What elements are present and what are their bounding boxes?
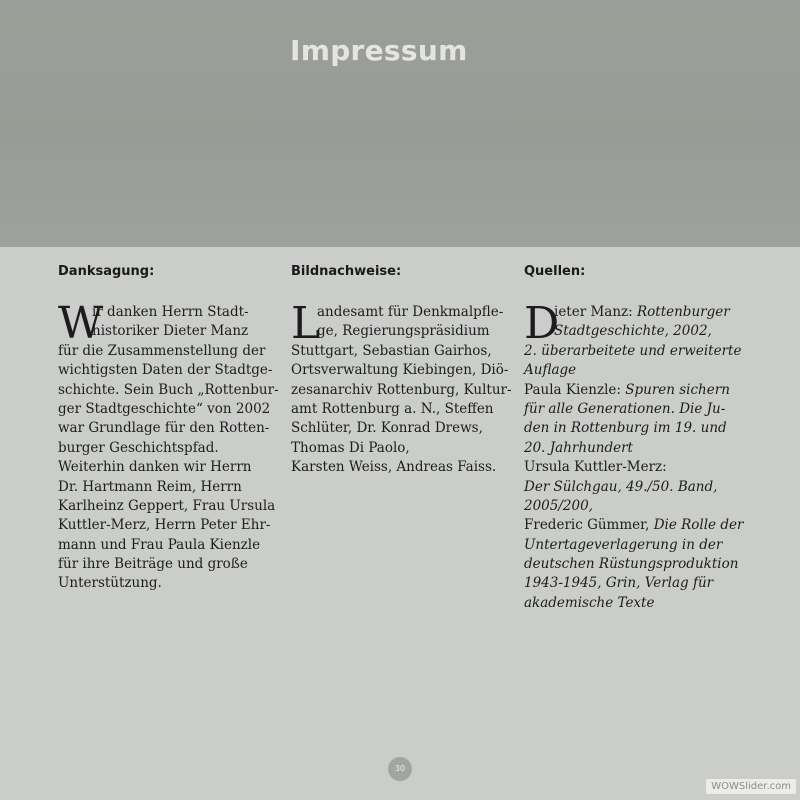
text-line: ge, Regierungspräsidium: [317, 323, 490, 340]
bildnachweise-heading: Bildnachweise:: [291, 264, 402, 279]
quellen-text: [524, 298, 749, 613]
text-line: Auflage: [524, 362, 577, 379]
header-banner: [0, 0, 800, 247]
quellen-heading: Quellen:: [524, 264, 586, 279]
text-line: Kuttler-Merz, Herrn Peter Ehr-: [58, 517, 271, 534]
text-line: akademische Texte: [524, 594, 655, 611]
text-line: für alle Generationen. Die Ju-: [524, 400, 726, 417]
text-line: Schlüter, Dr. Konrad Drews,: [291, 420, 483, 437]
text-line: Thomas Di Paolo,: [291, 439, 410, 456]
bildnachweise-text: [291, 298, 516, 478]
drop-cap: D: [524, 298, 560, 349]
text-line: 2. überarbeitete und erweiterte: [524, 342, 742, 359]
text-line: Karlheinz Geppert, Frau Ursula: [58, 497, 276, 514]
text-line: Weiterhin danken wir Herrn: [58, 459, 252, 476]
text-line: Stadtgeschichte, 2002,: [554, 323, 712, 340]
danksagung-text: [58, 298, 283, 594]
bildnachweise-column: [291, 264, 516, 478]
drop-cap: L: [291, 298, 321, 349]
text-line: deutschen Rüstungsproduktion: [524, 556, 739, 573]
danksagung-column: [58, 264, 283, 594]
quellen-column: [524, 264, 749, 613]
page-number-badge: 30: [388, 757, 412, 781]
bildnachweise-intro: [291, 298, 516, 349]
drop-cap: W: [58, 298, 104, 349]
danksagung-heading: Danksagung:: [58, 264, 155, 279]
text-line: Frederic Gümmer, Die Rolle der: [524, 517, 744, 534]
text-line: Untertageverlagerung in der: [524, 536, 723, 553]
text-line: amt Rottenburg a. N., Steffen: [291, 400, 494, 417]
text-line: 1943-1945, Grin, Verlag für: [524, 575, 714, 592]
text-line: mann und Frau Paula Kienzle: [58, 536, 261, 553]
text-line: ieter Manz: Rottenburger: [554, 304, 730, 320]
text-line: historiker Dieter Manz: [92, 323, 249, 340]
quellen-intro: [524, 298, 749, 349]
text-line: 2005/200,: [524, 497, 593, 514]
text-line: Paula Kienzle: Spuren sichern: [524, 381, 730, 398]
text-line: wichtigsten Daten der Stadtge-: [58, 362, 273, 379]
text-line: schichte. Sein Buch „Rottenbur-: [58, 381, 279, 398]
text-line: für die Zusammenstellung der: [58, 342, 266, 359]
text-line: ger Stadtgeschichte“ von 2002: [58, 400, 271, 417]
text-line: Ursula Kuttler-Merz:: [524, 459, 667, 476]
watermark-link[interactable]: WOWSlider.com: [706, 779, 796, 794]
text-line: Ortsverwaltung Kiebingen, Diö-: [291, 362, 509, 379]
text-line: Der Sülchgau, 49./50. Band,: [524, 478, 718, 495]
text-line: Unterstützung.: [58, 575, 162, 592]
text-line: 20. Jahrhundert: [524, 439, 633, 456]
text-line: Dr. Hartmann Reim, Herrn: [58, 478, 242, 495]
danksagung-intro: [58, 298, 283, 349]
text-line: ir danken Herrn Stadt-: [92, 304, 249, 320]
text-line: war Grundlage für den Rotten-: [58, 420, 270, 437]
text-line: zesanarchiv Rottenburg, Kultur-: [291, 381, 512, 398]
text-line: Karsten Weiss, Andreas Faiss.: [291, 459, 497, 476]
text-line: andesamt für Denkmalpfle-: [317, 304, 504, 320]
text-line: Stuttgart, Sebastian Gairhos,: [291, 342, 492, 359]
text-line: burger Geschichtspfad.: [58, 439, 219, 456]
page-title: Impressum: [290, 34, 468, 67]
text-line: für ihre Beiträge und große: [58, 556, 248, 573]
text-line: den in Rottenburg im 19. und: [524, 420, 727, 437]
